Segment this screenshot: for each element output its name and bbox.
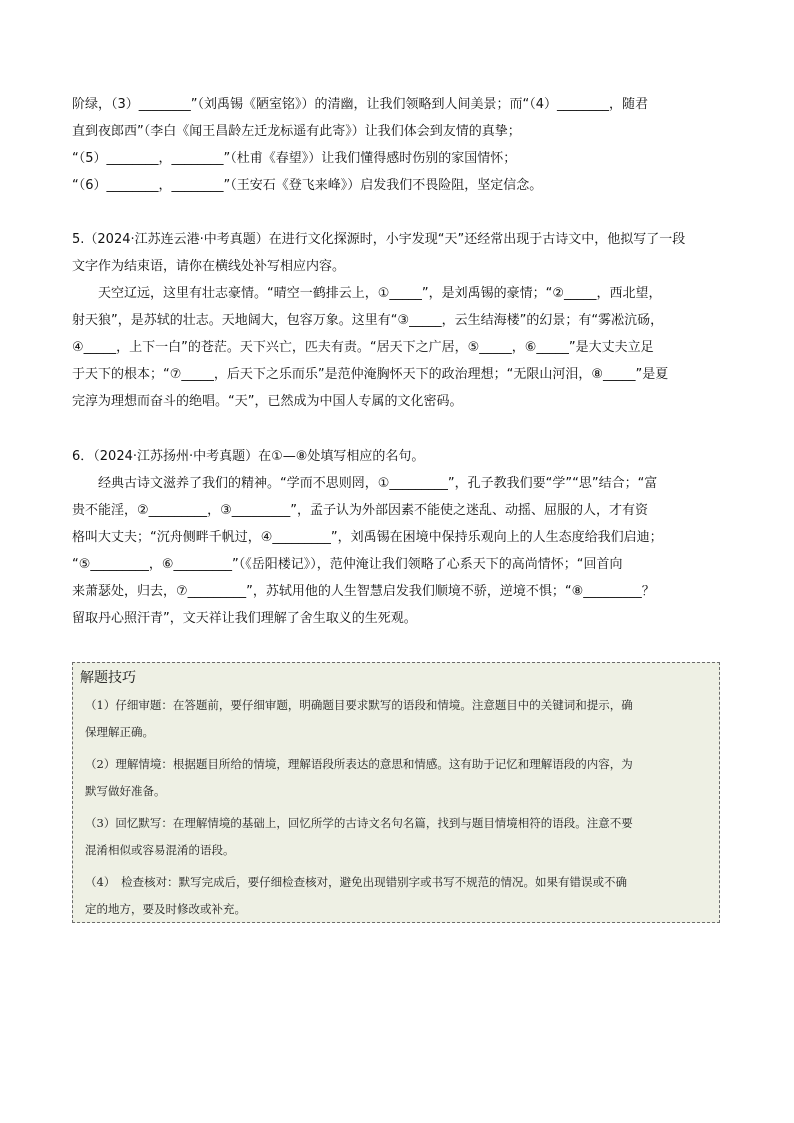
question-5-line: 于天下的根本；“⑦_____，后天下之乐而乐”是范仲淹胸怀天下的政治理想；“无限山河泪，⑧_____”是夏 (72, 367, 669, 382)
question-6-line: 经典古诗文滋养了我们的精神。“学而不思则罔，①_________”，孔子教我们要“学”“思”结合；“富 (98, 476, 658, 491)
question-6-line: 留取丹心照汗青”，文天祥让我们理解了舍生取义的生死观。 (72, 611, 417, 626)
question-6-line: “⑤_________，⑥_________”（《岳阳楼记》），范仲淹让我们领略了心系天下的高尚情怀；“回首向 (72, 557, 623, 572)
question-5-line: 天空辽远，这里有壮志豪情。“晴空一鹤排云上，①_____”，是刘禹锡的豪情；“②_____，西北望， (98, 286, 662, 301)
tips-box (72, 662, 720, 923)
tips-line: 保理解正确。 (85, 725, 154, 739)
tips-line: （1）仔细审题：在答题前，要仔细审题，明确题目要求默写的语段和情境。注意题目中的关键词和提示，确 (85, 698, 633, 712)
intro-line: “（5）________，________”（杜甫《春望》）让我们懂得感时伤别的家国情怀； (72, 151, 517, 166)
intro-line: 阶绿，（3）________”（刘禹锡《陋室铭》）的清幽，让我们领略到人间美景；而“（4）________，随君 (72, 97, 649, 112)
tips-line: 默写做好准备。 (85, 784, 166, 798)
question-5-line: 完淳为理想而奋斗的绝唱。“天”，已然成为中国人专属的文化密码。 (72, 394, 463, 409)
question-5-header: 5.（2024·江苏连云港·中考真题）在进行文化探源时，小宇发现“天”还经常出现于古诗文中，他拟写了一段 (72, 232, 686, 247)
tips-line: 定的地方，要及时修改或补充。 (85, 902, 246, 916)
question-6-line: 来萧瑟处，归去，⑦_________”，苏轼用他的人生智慧启发我们顺境不骄，逆境不惧；“⑧_________？ (72, 584, 655, 599)
question-6-line: 格叫大丈夫；“沉舟侧畔千帆过，④_________”，刘禹锡在困境中保持乐观向上的人生态度给我们启迪； (72, 530, 663, 545)
question-6-header: 6．（2024·江苏扬州·中考真题）在①—⑧处填写相应的名句。 (72, 449, 425, 464)
question-6-line: 贵不能淫，②_________，③_________”，孟子认为外部因素不能使之迷乱、动摇、屈服的人，才有资 (72, 503, 649, 518)
tips-title: 解题技巧 (80, 670, 136, 686)
question-5-line: ④_____，上下一白”的苍茫。天下兴亡，匹夫有责。“居天下之广居，⑤_____，⑥_____”是大丈夫立足 (72, 340, 654, 355)
intro-line: 直到夜郎西”（李白《闻王昌龄左迁龙标遥有此寄》）让我们体会到友情的真挚； (72, 124, 521, 139)
question-5-line: 射天狼”，是苏轼的壮志。天地阔大，包容万象。这里有“③_____，云生结海楼”的幻景；有“雾凇沆砀， (72, 313, 664, 328)
tips-line: （4） 检查核对：默写完成后，要仔细检查核对，避免出现错别字或书写不规范的情况。如果有错误或不确 (85, 875, 628, 889)
tips-line: 混淆相似或容易混淆的语段。 (85, 843, 235, 857)
intro-line: “（6）________，________”（王安石《登飞来峰》）启发我们不畏险阻，坚定信念。 (72, 178, 543, 193)
tips-line: （2）理解情境：根据题目所给的情境，理解语段所表达的意思和情感。这有助于记忆和理解语段的内容，为 (85, 757, 633, 771)
question-5-line: 文字作为结束语，请你在横线处补写相应内容。 (72, 259, 346, 274)
tips-line: （3）回忆默写：在理解情境的基础上，回忆所学的古诗文名句名篇，找到与题目情境相符的语段。注意不要 (85, 816, 633, 830)
